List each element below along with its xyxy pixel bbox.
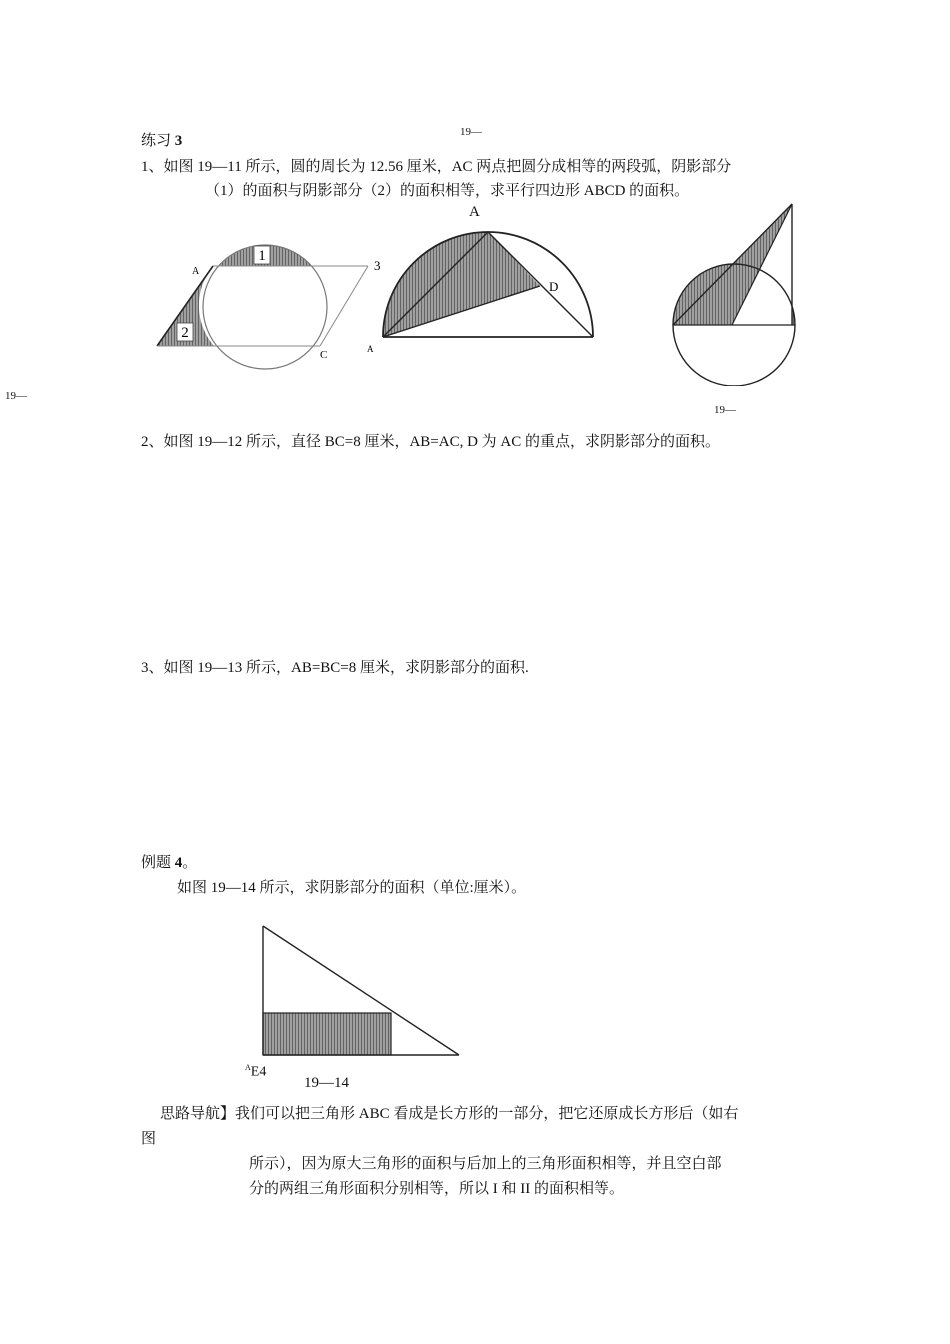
page-marker-side: 19— [5, 390, 27, 402]
figure-19-12 [364, 226, 600, 356]
guide-line-1b: 图 [141, 1131, 157, 1147]
guide-text-1: 我们可以把三角形 ABC 看成是长方形的一部分，把它还原成长方形后（如右 [235, 1106, 739, 1122]
exercise-heading-number: 3 [174, 133, 183, 149]
fig4-label-corner: A [245, 1063, 251, 1072]
example-text: 如图 19—14 所示，求阴影部分的面积（单位:厘米）。 [177, 880, 527, 896]
label-a: A [192, 266, 200, 277]
question-1-line-1: 1、如图 19—11 所示，圆的周长为 12.56 厘米，AC 两点把圆分成相等的两段弧，阴影部分 [141, 159, 732, 175]
figure-19-13 [664, 198, 804, 386]
guide-line-3: 分的两组三角形面积分别相等，所以 I 和 II 的面积相等。 [249, 1181, 624, 1197]
guide-line-1 [160, 1104, 738, 1124]
question-2: 2、如图 19—12 所示，直径 BC=8 厘米，AB=AC, D 为 AC 的重点，求阴影部分的面积。 [141, 434, 721, 450]
label-1: 1 [258, 248, 266, 264]
fig4-label-e4: E4 [250, 1064, 267, 1080]
fig4-caption: 19—14 [304, 1075, 349, 1091]
page-marker-top: 19— [460, 126, 482, 138]
question-1-line-2: （1）的面积与阴影部分（2）的面积相等，求平行四边形 ABCD 的面积。 [205, 183, 690, 199]
guide-line-2: 所示），因为原大三角形的面积与后加上的三角形面积相等，并且空白部 [249, 1156, 722, 1172]
guide-label: 思路导航】 [160, 1106, 236, 1122]
label-corner: A [367, 344, 374, 354]
exercise-heading [141, 131, 182, 151]
example-heading-suffix: 。 [182, 855, 198, 871]
fig2-label-a: A [469, 204, 480, 220]
figure-19-11 [150, 232, 382, 374]
label-b: 3 [374, 258, 381, 273]
label-d: D [549, 279, 559, 294]
fig4-labels [245, 1058, 266, 1083]
label-c: C [320, 349, 328, 361]
label-2: 2 [181, 325, 189, 341]
example-heading-number: 4 [174, 855, 183, 871]
shaded-rectangle [263, 1013, 391, 1055]
figure-19-14 [256, 920, 466, 1062]
question-3: 3、如图 19—13 所示，AB=BC=8 厘米，求阴影部分的面积. [141, 660, 529, 676]
example-heading [141, 853, 197, 873]
example-heading-label: 例题 [141, 855, 172, 871]
exercise-heading-label: 练习 [141, 133, 172, 149]
fig3-caption: 19— [714, 404, 736, 416]
